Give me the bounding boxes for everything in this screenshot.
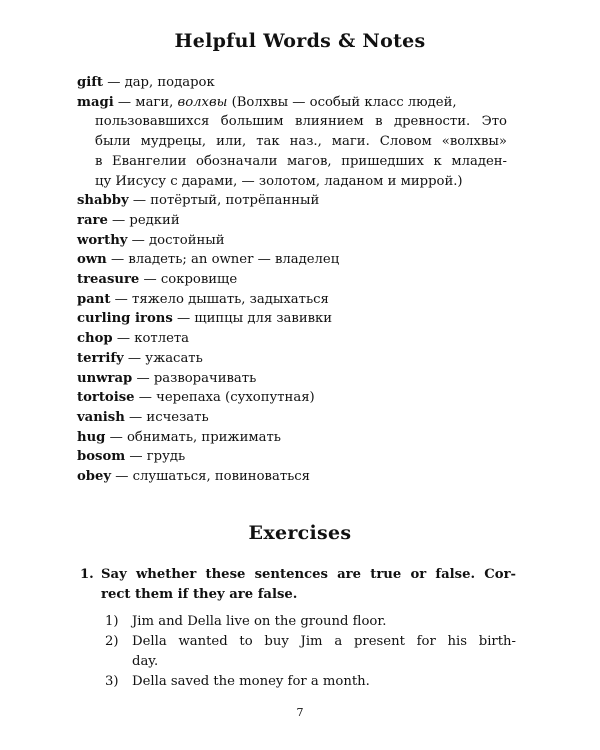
- exercise-number: 1.: [80, 567, 94, 582]
- exercise-1-items: [105, 612, 516, 692]
- vocab-word: tortoise: [77, 390, 135, 406]
- vocab-definition: — маги,: [113, 94, 178, 110]
- vocab-word: rare: [77, 212, 108, 228]
- vocab-definition: — котлета: [112, 331, 190, 347]
- vocab-definition: — дар, подарок: [103, 75, 215, 90]
- vocab-word: worthy: [77, 232, 128, 248]
- exercise-1-instruction: [80, 565, 516, 605]
- vocab-entry: [77, 428, 507, 448]
- vocab-entry: [77, 467, 507, 487]
- vocab-definition: — слушаться, повиноваться: [111, 469, 310, 485]
- vocab-entry: [77, 270, 507, 290]
- vocab-entry-magi: [77, 93, 507, 113]
- vocab-word: pant: [77, 291, 111, 307]
- statement-item: [105, 672, 516, 692]
- vocab-word: chop: [77, 331, 113, 347]
- vocab-entry: [77, 369, 507, 389]
- vocab-entry: [77, 408, 507, 428]
- vocab-definition: — исчезать: [124, 409, 209, 425]
- vocab-definition: — редкий: [107, 212, 180, 228]
- vocab-word: vanish: [77, 409, 125, 425]
- vocab-word: curling irons: [77, 311, 173, 327]
- vocab-word: treasure: [77, 272, 140, 288]
- vocab-entry: [77, 191, 507, 211]
- vocab-word: own: [77, 252, 107, 268]
- vocab-definition: — щипцы для завивки: [172, 311, 333, 327]
- vocab-definition: — ужасать: [123, 350, 203, 366]
- vocab-definition-italic: волхвы: [177, 94, 228, 110]
- vocab-definition-note: (Волхвы — особый класс людей,: [227, 94, 457, 110]
- vocab-entry: [77, 211, 507, 231]
- vocab-entry: [77, 329, 507, 349]
- vocab-definition: — владеть; an owner — владелец: [106, 252, 340, 268]
- note-line: пользовавшихся большим влиянием в древности. Это: [95, 114, 507, 130]
- vocab-entry: [77, 250, 507, 270]
- vocab-word: terrify: [77, 350, 124, 366]
- item-number: 3): [105, 674, 119, 689]
- vocab-word: unwrap: [77, 370, 133, 386]
- vocab-entry: [77, 447, 507, 467]
- vocab-word: shabby: [77, 193, 129, 209]
- vocab-entry: [77, 231, 507, 251]
- vocab-word: magi: [77, 94, 114, 110]
- statement-item: [105, 612, 516, 632]
- vocab-definition: — сокровище: [139, 272, 238, 288]
- vocab-definition: — обнимать, прижимать: [105, 429, 281, 445]
- instruction-line: rect them if they are false.: [101, 587, 298, 602]
- vocab-word: hug: [77, 429, 106, 445]
- page-number: 7: [296, 706, 304, 719]
- vocab-word: bosom: [77, 449, 126, 465]
- statement-item: [105, 632, 516, 672]
- vocab-definition: — тяжело дышать, задыхаться: [110, 291, 329, 307]
- vocab-entry: [77, 73, 507, 93]
- item-text: day.: [132, 654, 159, 669]
- vocab-entry: [77, 309, 507, 329]
- vocab-definition: — достойный: [127, 232, 225, 248]
- item-number: 1): [105, 614, 119, 629]
- vocab-entry: [77, 349, 507, 369]
- vocab-entry: [77, 290, 507, 310]
- item-text: Jim and Della live on the ground floor.: [132, 614, 387, 629]
- vocab-word: obey: [77, 469, 112, 485]
- vocab-word: gift: [77, 75, 103, 90]
- item-number: 2): [105, 634, 119, 649]
- vocabulary-list: [77, 73, 507, 487]
- item-text: Della wanted to buy Jim a present for his birth-: [132, 634, 516, 649]
- helpful-words-title: Helpful Words & Notes: [174, 30, 426, 52]
- note-line: цу Иисусу с дарами, — золотом, ладаном и миррой.): [95, 173, 463, 189]
- vocab-definition: — разворачивать: [132, 370, 257, 386]
- vocab-definition: — потёртый, потрёпанный: [128, 193, 320, 209]
- item-text: Della saved the money for a month.: [132, 674, 370, 689]
- vocab-entry: [77, 388, 507, 408]
- note-line: были мудрецы, или, так наз., маги. Словом «волхвы»: [95, 134, 507, 150]
- vocab-definition: — грудь: [125, 449, 186, 465]
- vocab-definition: — черепаха (сухопутная): [134, 390, 315, 406]
- note-line: в Евангелии обозначали магов, пришедших к младен-: [95, 153, 507, 169]
- exercises-title: Exercises: [248, 522, 352, 544]
- instruction-line: Say whether these sentences are true or false. Cor-: [101, 567, 516, 582]
